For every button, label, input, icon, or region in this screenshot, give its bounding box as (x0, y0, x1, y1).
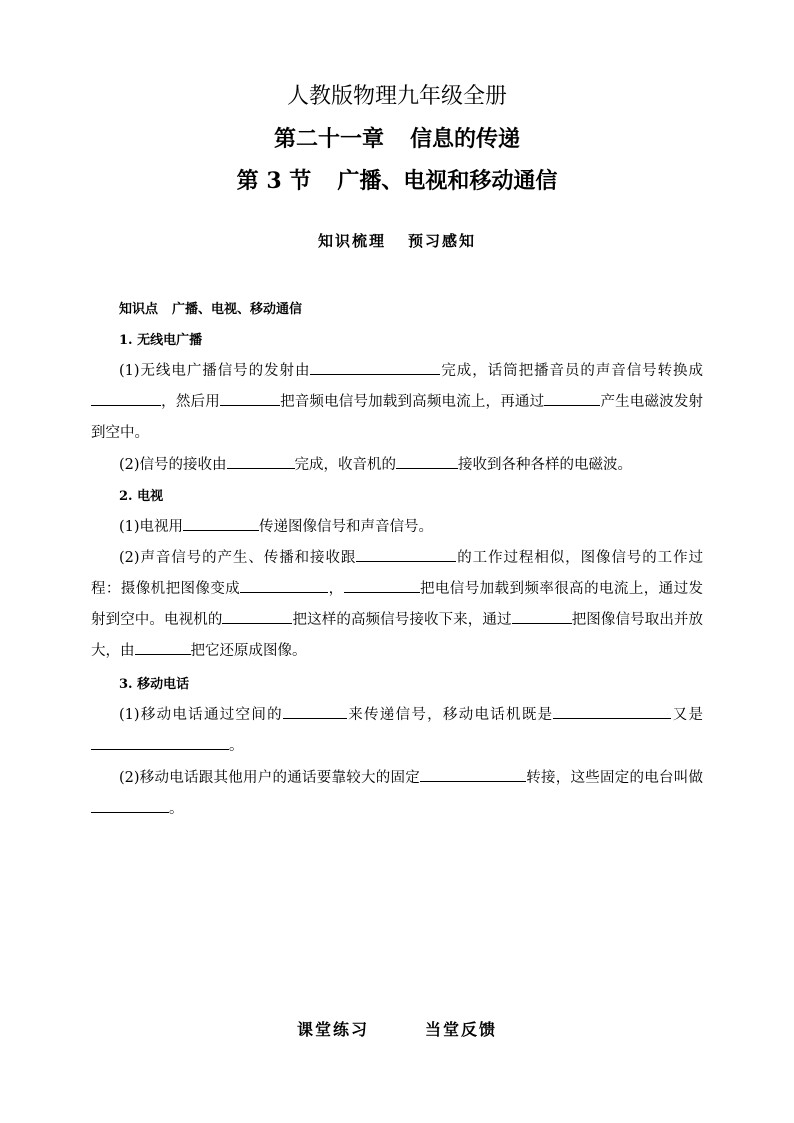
knowledge-point-title: 广播、电视、移动通信 (172, 302, 303, 317)
text-segment: (1)无线电广播信号的发射由 (119, 363, 311, 379)
knowledge-heading-left: 知识梳理 (317, 232, 386, 250)
text-segment: (1)移动电话通过空间的 (119, 707, 283, 723)
mobile-paragraph-2 (91, 763, 703, 825)
answer-blank[interactable] (544, 391, 600, 406)
answer-blank[interactable] (240, 578, 328, 593)
text-segment: 完成，收音机的 (294, 457, 397, 473)
text-segment: 传递图像信号和声音信号。 (259, 519, 434, 535)
answer-blank[interactable] (396, 454, 458, 469)
text-segment: 把电信号加载到频率很高的电流上，通过发射到空中。电视机的 (91, 581, 704, 628)
tv-paragraph-1 (91, 512, 703, 543)
text-segment: 完成，话筒把播音员的声音信号转换成 (440, 363, 703, 379)
chapter-title (0, 124, 794, 154)
mobile-paragraph-1 (91, 700, 703, 762)
text-segment: (1)电视用 (119, 519, 184, 535)
book-title: 人教版物理九年级全册 (286, 84, 507, 109)
text-segment: 把这样的高频信号接收下来，通过 (292, 612, 512, 628)
answer-blank[interactable] (512, 609, 572, 624)
text-segment: 。 (229, 738, 244, 754)
answer-blank[interactable] (135, 640, 191, 655)
text-segment: (2)移动电话跟其他用户的通话要靠较大的固定 (119, 770, 421, 786)
answer-blank[interactable] (344, 578, 420, 593)
text-segment: 产生电磁波发射到空中。 (91, 394, 704, 441)
answer-blank[interactable] (183, 516, 259, 531)
radio-paragraph-2 (91, 450, 703, 481)
section-title (0, 166, 794, 196)
text-segment: 的工作过程相似，图像信号的工作过程：摄像机把图像变成 (91, 550, 703, 597)
topic-radio-heading: 1. 无线电广播 (119, 333, 203, 348)
practice-section-heading (0, 1018, 794, 1042)
answer-blank[interactable] (310, 360, 440, 375)
answer-blank[interactable] (356, 547, 456, 562)
text-segment: 把它还原成图像。 (190, 643, 307, 659)
knowledge-section-heading (0, 230, 794, 252)
text-segment: 把图像信号取出并放大，由 (91, 612, 704, 659)
text-segment: (2)信号的接收由 (119, 457, 227, 473)
chapter-name: 信息的传递 (410, 126, 521, 152)
text-segment: ，然后用 (161, 394, 220, 410)
text-segment: 又是 (671, 707, 703, 723)
chapter-number: 第二十一章 (273, 126, 384, 152)
answer-blank[interactable] (283, 704, 347, 719)
section-number: 第 3 节 (236, 168, 312, 194)
text-segment: ， (328, 581, 344, 597)
section-name: 广播、电视和移动通信 (337, 168, 558, 194)
answer-blank[interactable] (91, 798, 169, 813)
answer-blank[interactable] (553, 704, 671, 719)
knowledge-point-label: 知识点 (119, 302, 159, 317)
answer-blank[interactable] (420, 767, 526, 782)
radio-paragraph-1 (91, 356, 703, 449)
tv-paragraph-2 (91, 543, 703, 667)
text-segment: 把音频电信号加载到高频电流上，再通过 (279, 394, 545, 410)
answer-blank[interactable] (91, 391, 161, 406)
topic-mobile-heading: 3. 移动电话 (119, 677, 190, 692)
answer-blank[interactable] (222, 609, 292, 624)
practice-heading-right: 当堂反馈 (425, 1020, 498, 1039)
topic-tv-heading: 2. 电视 (119, 489, 164, 504)
answer-blank[interactable] (227, 454, 295, 469)
answer-blank[interactable] (91, 735, 229, 750)
text-segment: 转接，这些固定的电台叫做 (526, 770, 703, 786)
knowledge-heading-right: 预习感知 (408, 232, 477, 250)
text-segment: 。 (169, 801, 184, 817)
answer-blank[interactable] (220, 391, 280, 406)
text-segment: 接收到各种各样的电磁波。 (458, 457, 633, 473)
knowledge-point-heading (119, 300, 302, 320)
text-segment: (2)声音信号的产生、传播和接收跟 (119, 550, 357, 566)
practice-heading-left: 课堂练习 (296, 1020, 369, 1039)
text-segment: 来传递信号，移动电话机既是 (346, 707, 554, 723)
